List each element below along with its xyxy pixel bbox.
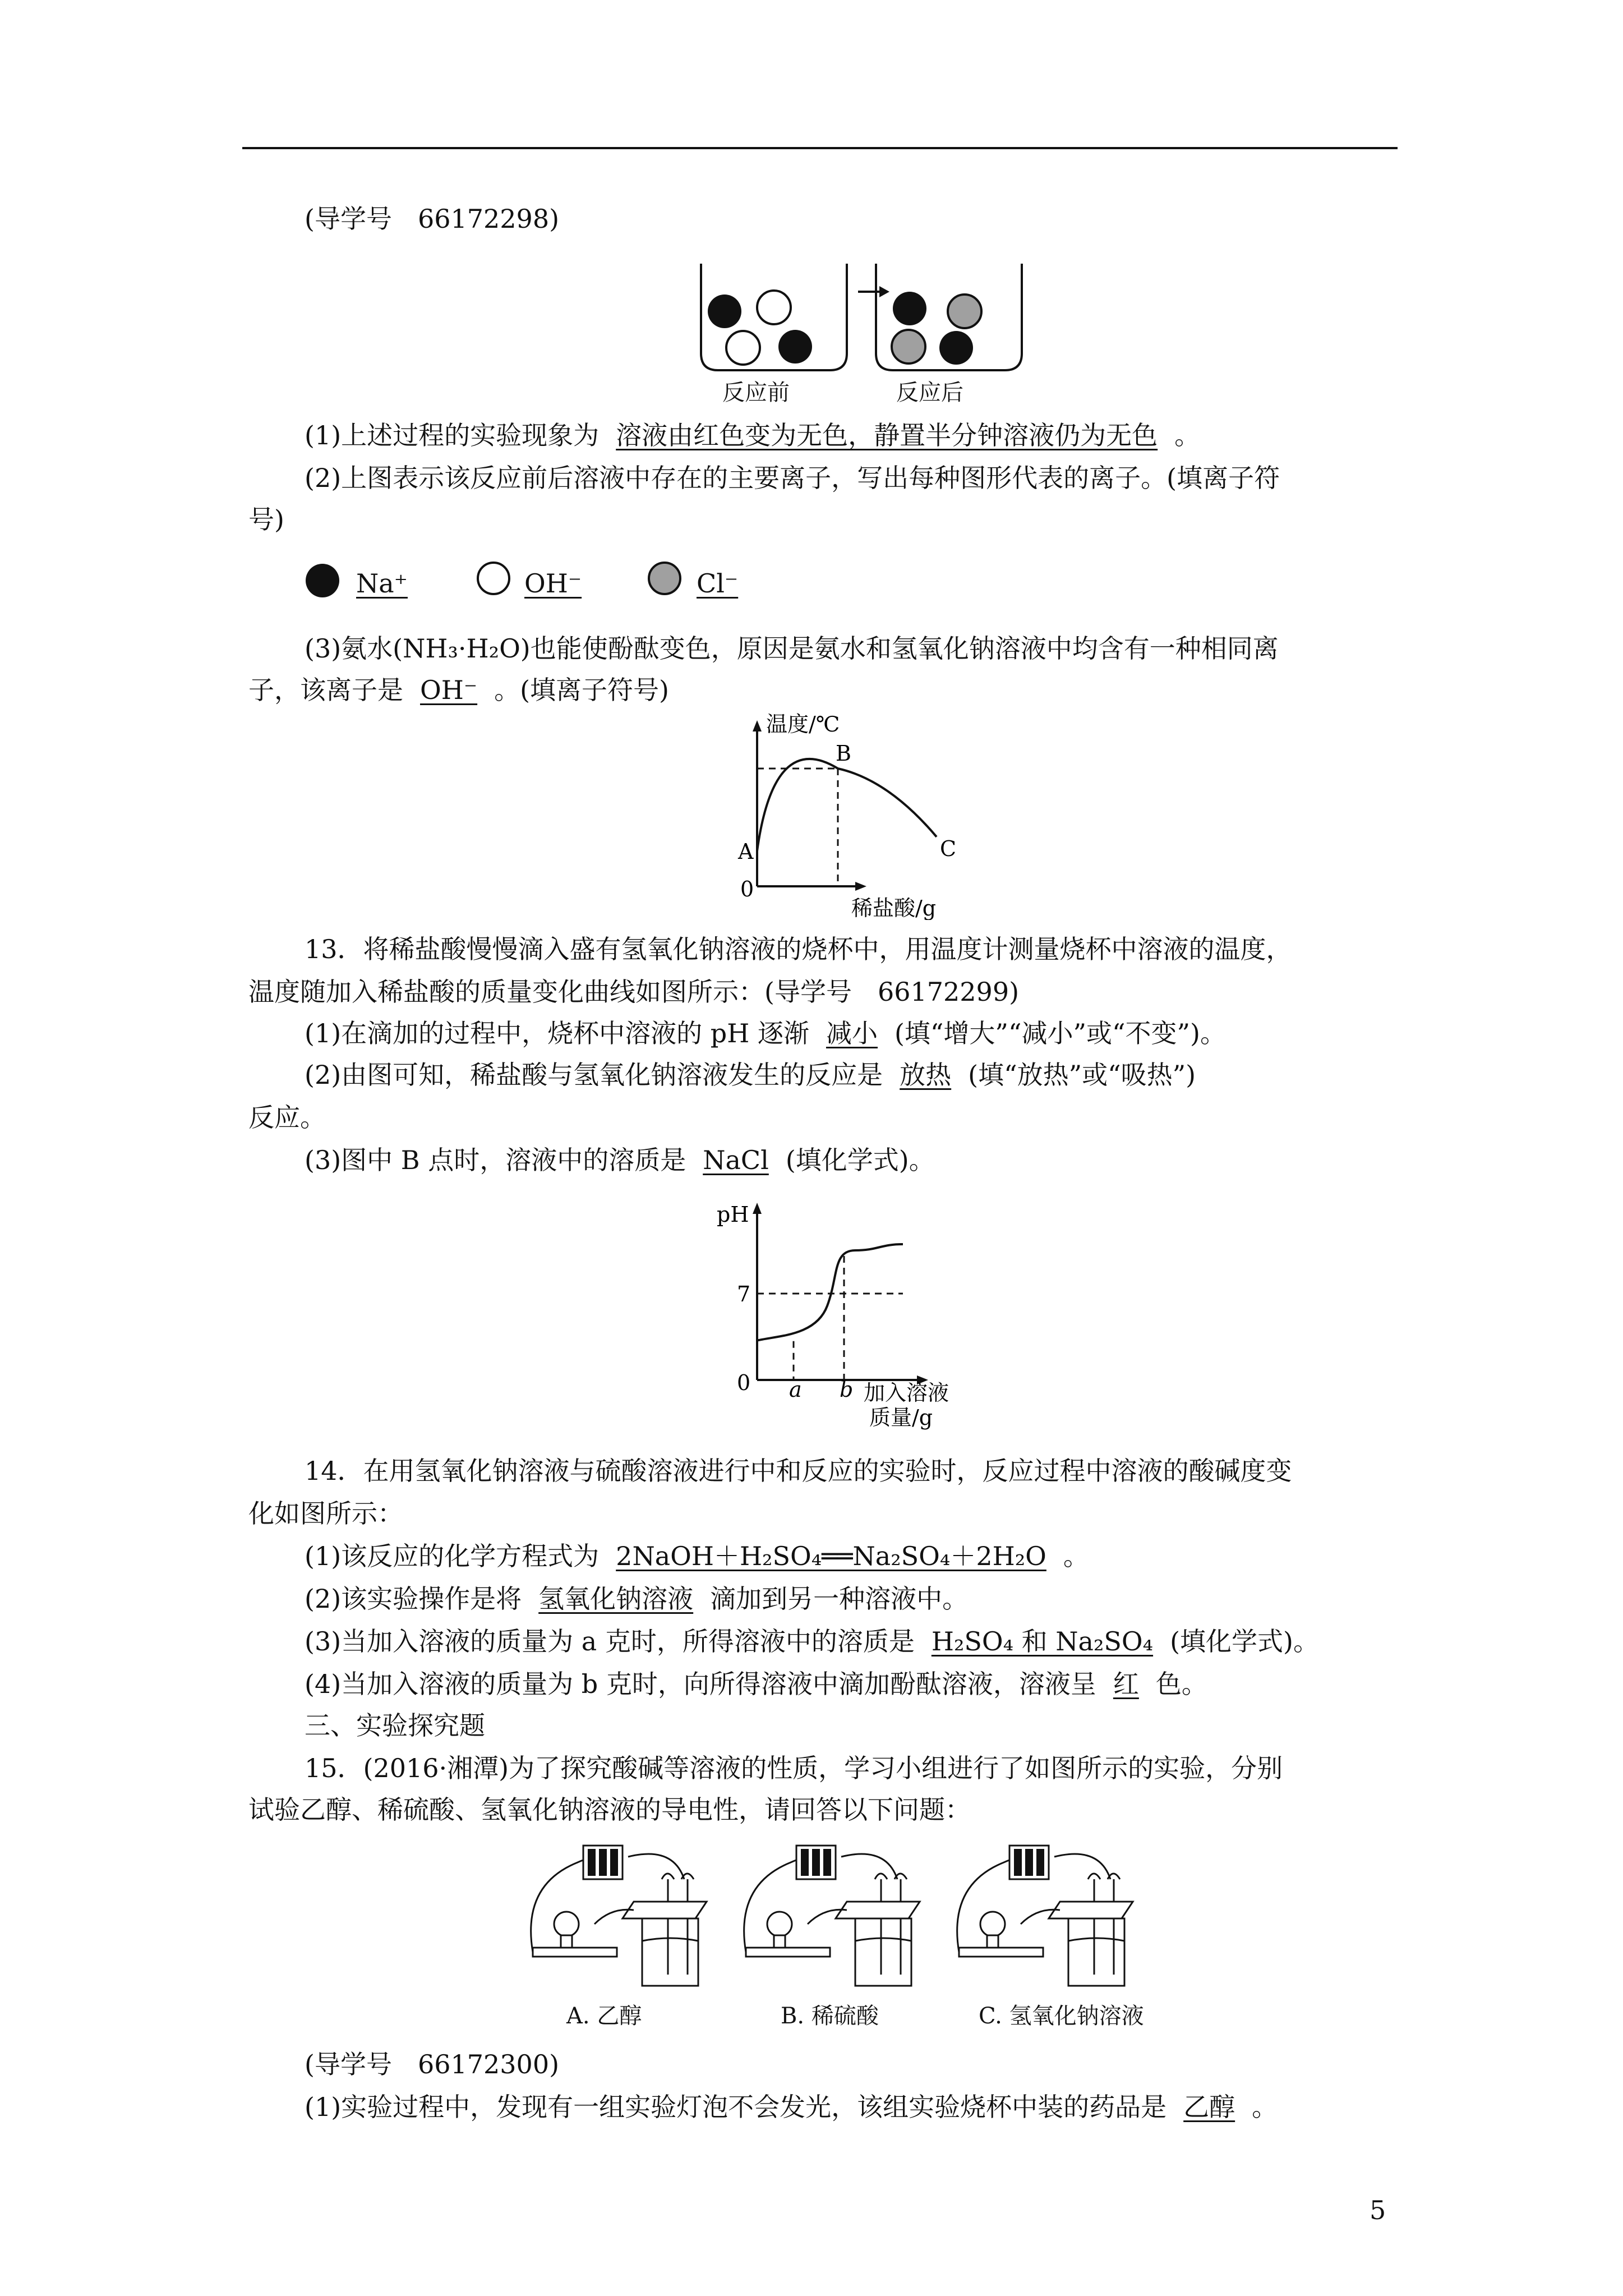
- guide-number-3: (导学号 66172300): [305, 2049, 560, 2079]
- section-title: 三、实验探究题: [305, 1710, 485, 1741]
- q14-p3: (3)当加入溶液的质量为 a 克时，所得溶液中的溶质是 H₂SO₄ 和 Na₂SO₄ (填化学式)。: [305, 1625, 1319, 1658]
- q12-p1-answer: 溶液由红色变为无色，静置半分钟溶液仍为无色: [616, 420, 1158, 450]
- q13-p2-answer: 放热: [900, 1060, 952, 1090]
- ion-gray: [948, 295, 981, 328]
- ion-white: [726, 331, 760, 365]
- apparatus-c: [957, 1846, 1133, 1986]
- guide-number-1: (导学号 66172298): [305, 204, 560, 234]
- q14-p1-answer: 2NaOH＋H₂SO₄══Na₂SO₄＋2H₂O: [616, 1541, 1046, 1571]
- q15-p1: (1)实验过程中，发现有一组实验灯泡不会发光，该组实验烧杯中装的药品是 乙醇 。: [305, 2090, 1278, 2124]
- q13-p2: (2)由图可知，稀盐酸与氢氧化钠溶液发生的反应是 放热 (填“放热”或“吸热”): [305, 1058, 1196, 1092]
- ion-gray: [892, 330, 925, 364]
- q12-p2-line1: (2)上图表示该反应前后溶液中存在的主要离子，写出每种图形代表的离子。(填离子符: [305, 463, 1280, 493]
- q12-p3-answer: OH⁻: [420, 675, 478, 705]
- temp-x-label: 稀盐酸/g: [851, 896, 937, 920]
- ion-black: [939, 331, 973, 365]
- gray-circle-icon: [645, 559, 684, 598]
- ion-answer-3: Cl⁻: [697, 568, 739, 599]
- ph-curve: [757, 1244, 903, 1341]
- q13-p3-answer: NaCl: [703, 1145, 769, 1175]
- ion-answer-2: OH⁻: [524, 568, 582, 599]
- q14-p2: (2)该实验操作是将 氢氧化钠溶液 滴加到另一种溶液中。: [305, 1582, 968, 1616]
- q14-p4-answer: 红: [1113, 1669, 1139, 1699]
- ion-black: [893, 292, 926, 325]
- q15-stem-line1: 15．(2016·湘潭)为了探究酸碱等溶液的性质，学习小组进行了如图所示的实验，分别: [305, 1753, 1283, 1783]
- point-label-b: B: [836, 741, 851, 766]
- q13-p1: (1)在滴加的过程中，烧杯中溶液的 pH 逐渐 减小 (填“增大”“减小”或“不变”)。: [305, 1016, 1226, 1050]
- temp-y-arrow: [753, 720, 762, 731]
- caption-b: B. 稀硫酸: [781, 2003, 879, 2029]
- ion-white: [757, 291, 791, 324]
- circuit-figure: [522, 1834, 1150, 1997]
- tick-b: b: [840, 1377, 854, 1402]
- ion-black: [708, 295, 741, 328]
- q13-stem-line1: 13．将稀盐酸慢慢滴入盛有氢氧化钠溶液的烧杯中，用温度计测量烧杯中溶液的温度，: [305, 934, 1292, 964]
- caption-c: C. 氢氧化钠溶液: [979, 2003, 1144, 2029]
- q14-stem-line1: 14．在用氢氧化钠溶液与硫酸溶液进行中和反应的实验时，反应过程中溶液的酸碱度变: [305, 1456, 1292, 1486]
- q15-p1-answer: 乙醇: [1183, 2092, 1235, 2122]
- ph-x-label-2: 质量/g: [869, 1405, 933, 1430]
- reaction-arrowhead: [879, 286, 889, 297]
- ph-7-label: 7: [737, 1282, 751, 1306]
- tick-a: a: [789, 1377, 802, 1402]
- q12-p1: (1)上述过程的实验现象为 溶液由红色变为无色，静置半分钟溶液仍为无色 。: [305, 418, 1200, 452]
- ph-y-label: pH: [717, 1202, 749, 1227]
- ph-y-arrow: [753, 1203, 762, 1214]
- caption-a: A. 乙醇: [566, 2003, 642, 2029]
- label-before: 反应前: [722, 380, 790, 406]
- label-after: 反应后: [896, 380, 963, 406]
- page-number: 5: [1370, 2195, 1386, 2225]
- ph-x-label-1: 加入溶液: [864, 1381, 949, 1405]
- q12-p2-line2: 号): [248, 504, 284, 535]
- apparatus-a: [531, 1846, 707, 1986]
- point-label-a: A: [738, 839, 754, 864]
- q13-p2-line2: 反应。: [248, 1102, 326, 1133]
- black-circle-icon: [303, 561, 342, 600]
- ph-chart: [712, 1195, 1004, 1430]
- q14-p1: (1)该反应的化学方程式为 2NaOH＋H₂SO₄══Na₂SO₄＋2H₂O 。: [305, 1539, 1089, 1573]
- header-rule: [242, 147, 1398, 149]
- q13-p3: (3)图中 B 点时，溶液中的溶质是 NaCl (填化学式)。: [305, 1143, 935, 1177]
- point-label-c: C: [940, 836, 957, 861]
- q12-p3-line2: 子，该离子是 OH⁻ 。(填离子符号): [248, 673, 669, 707]
- apparatus-b: [744, 1846, 920, 1986]
- q12-p3-line1: (3)氨水(NH₃·H₂O)也能使酚酞变色，原因是氨水和氢氧化钠溶液中均含有一种相同离: [305, 633, 1279, 664]
- temp-x-arrow: [855, 882, 866, 891]
- q14-p4: (4)当加入溶液的质量为 b 克时，向所得溶液中滴加酚酞溶液，溶液呈 红 色。: [305, 1667, 1207, 1701]
- ion-answer-1: Na⁺: [356, 568, 408, 599]
- temperature-curve: [757, 759, 937, 851]
- ph-origin: 0: [737, 1370, 751, 1395]
- temp-origin: 0: [740, 877, 754, 901]
- ion-black: [778, 330, 812, 364]
- temperature-chart: [723, 712, 987, 920]
- q13-p1-answer: 减小: [826, 1018, 878, 1048]
- q15-stem-line2: 试验乙醇、稀硫酸、氢氧化钠溶液的导电性，请回答以下问题：: [248, 1795, 971, 1825]
- temp-y-label: 温度/℃: [766, 712, 840, 737]
- q14-p3-answer: H₂SO₄ 和 Na₂SO₄: [931, 1626, 1154, 1657]
- q13-stem-line2: 温度随加入稀盐酸的质量变化曲线如图所示：(导学号 66172299): [248, 977, 1020, 1007]
- q14-stem-line2: 化如图所示：: [248, 1498, 403, 1529]
- q14-p2-answer: 氢氧化钠溶液: [538, 1584, 694, 1614]
